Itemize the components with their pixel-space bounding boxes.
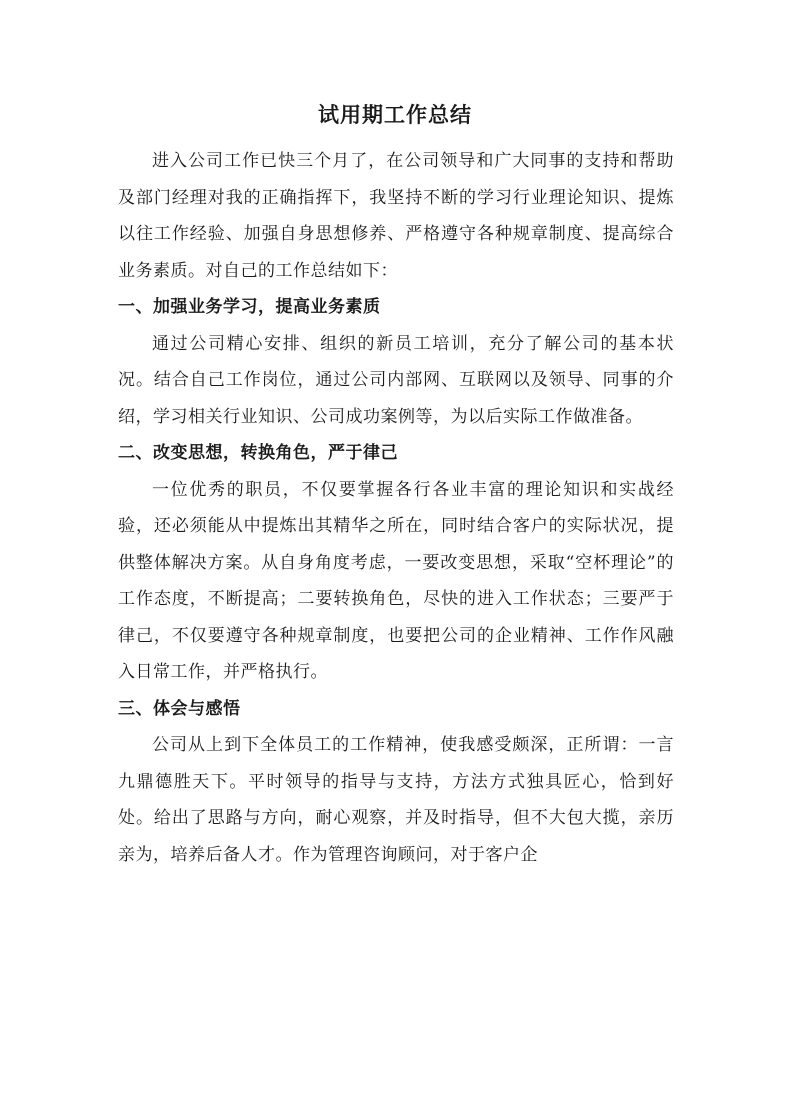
section-2-heading: 二、改变思想，转换角色，严于律己 xyxy=(118,443,398,463)
intro-paragraph: 进入公司工作已快三个月了，在公司领导和广大同事的支持和帮助及部门经理对我的正确指挥下，我坚持不断的学习行业理论知识、提炼以往工作经验、加强自身思想修养、严格遵守各种规章制度、提高综合业务素质。对自己的工作总结如下： xyxy=(118,151,674,281)
section-1-paragraph: 通过公司精心安排、组织的新员工培训，充分了解公司的基本状况。结合自己工作岗位，通过公司内部网、互联网以及领导、同事的介绍，学习相关行业知识、公司成功案例等，为以后实际工作做准备。 xyxy=(118,333,674,427)
document-body xyxy=(118,143,674,873)
section-1-heading: 一、加强业务学习，提高业务素质 xyxy=(118,297,381,317)
section-2-paragraph: 一位优秀的职员，不仅要掌握各行各业丰富的理论知识和实战经验，还必须能从中提炼出其精华之所在，同时结合客户的实际状况，提供整体解决方案。从自身角度考虑，一要改变思想，采取“空杯理论”的工作态度，不断提高；二要转换角色，尽快的进入工作状态；三要严于律己，不仅要遵守各种规章制度，也要把公司的企业精神、工作作风融入日常工作，并严格执行。 xyxy=(118,479,674,682)
section-3-heading: 三、体会与感悟 xyxy=(118,698,241,719)
document-title: 试用期工作总结 xyxy=(318,102,472,127)
section-3-paragraph: 公司从上到下全体员工的工作精神，使我感受颇深，正所谓：一言九鼎德胜天下。平时领导的指导与支持，方法方式独具匠心，恰到好处。给出了思路与方向，耐心观察，并及时指导，但不大包大揽，亲历亲为，培养后备人才。作为管理咨询顾问，对于客户企 xyxy=(118,735,674,865)
